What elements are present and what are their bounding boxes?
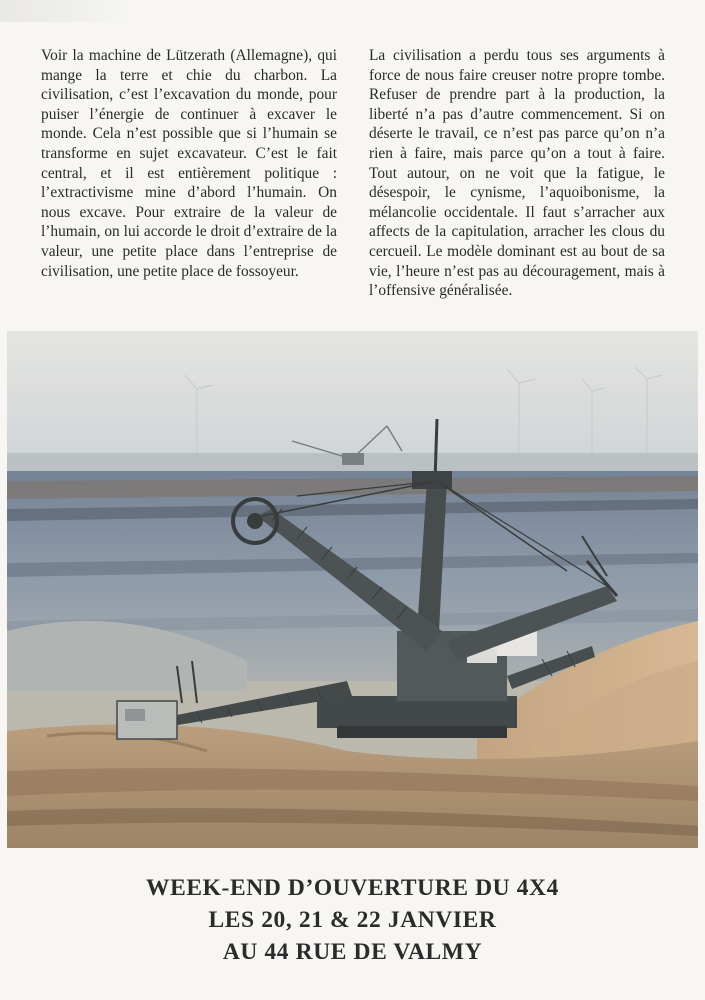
announcement-line-1: WEEK-END D’OUVERTURE DU 4X4 (146, 875, 559, 901)
scan-edge-shadow (0, 0, 130, 22)
announcement-line-2: LES 20, 21 & 22 JANVIER (208, 907, 497, 933)
announcement-line-3: AU 44 RUE DE VALMY (222, 939, 483, 965)
excavator-photo (7, 331, 698, 848)
event-announcement (0, 872, 705, 968)
article-column-left: Voir la machine de Lützerath (Allemagne), qui mange la terre et chie du charbon. La civilisation, c’est l’excavation du monde, pour puiser l’énergie de continuer à excaver le monde. Cela n’est possible que si l’humain se transforme en sujet excavateur. C’est le fait central, et il est entièrement politique : l’extractivisme mine d’abord l’humain. On nous excave. Pour extraire de la valeur de l’humain, on lui accorde le droit d’extraire de la valeur, une petite place dans l’entreprise de civilisation, une petite place de fossoyeur. (41, 47, 337, 280)
article-column-right: La civilisation a perdu tous ses arguments à force de nous faire creuser notre propre tombe. Refuser de prendre part à la production, la liberté n’a pas d’autre commencement. Si on déserte le travail, ce n’est pas parce qu’on n’a rien à faire, mais parce qu’on a tout à faire. Tout autour, on ne voit que la fatigue, le désespoir, le cynisme, l’aquoibonisme, la mélancolie occidentale. Il faut s’arracher aux affects de la capitulation, arracher les clous du cercueil. Le modèle dominant est au bout de sa vie, l’heure n’est pas au découragement, mais à l’offensive généralisée. (369, 47, 665, 300)
